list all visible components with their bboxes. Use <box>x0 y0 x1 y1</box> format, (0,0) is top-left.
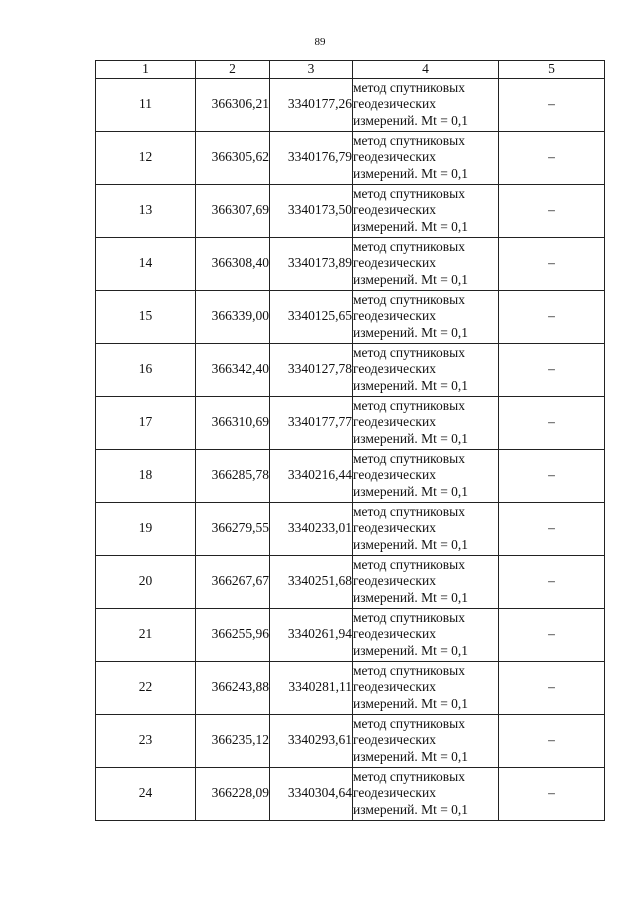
page-number: 89 <box>314 36 326 48</box>
table-row <box>96 449 605 502</box>
x-coordinate-cell: 366310,69 <box>196 396 270 449</box>
method-cell <box>353 661 499 714</box>
method-text-line: геодезических <box>353 467 436 483</box>
point-number-cell: 17 <box>96 396 196 449</box>
y-coordinate-cell: 3340173,89 <box>270 237 353 290</box>
point-number-cell: 18 <box>96 449 196 502</box>
column-header-3: 3 <box>270 61 353 79</box>
y-coordinate-cell: 3340293,61 <box>270 714 353 767</box>
method-text-line: метод спутниковых <box>353 185 465 201</box>
point-number-cell: 12 <box>96 131 196 184</box>
method-text-line: геодезических <box>353 679 436 695</box>
table-row <box>96 343 605 396</box>
table-row <box>96 661 605 714</box>
note-cell: – <box>499 343 605 396</box>
method-cell <box>353 396 499 449</box>
y-coordinate-cell: 3340304,64 <box>270 767 353 820</box>
note-cell: – <box>499 555 605 608</box>
y-coordinate-cell: 3340251,68 <box>270 555 353 608</box>
note-cell: – <box>499 184 605 237</box>
y-coordinate-cell: 3340125,65 <box>270 290 353 343</box>
x-coordinate-cell: 366279,55 <box>196 502 270 555</box>
table-header-row <box>96 61 605 79</box>
x-coordinate-cell: 366306,21 <box>196 78 270 131</box>
point-number-cell: 11 <box>96 78 196 131</box>
method-text-line: метод спутниковых <box>353 715 465 731</box>
x-coordinate-cell: 366235,12 <box>196 714 270 767</box>
method-cell <box>353 714 499 767</box>
point-number-cell: 24 <box>96 767 196 820</box>
method-text-line: геодезических <box>353 626 436 642</box>
method-cell <box>353 78 499 131</box>
table-row <box>96 767 605 820</box>
note-cell: – <box>499 767 605 820</box>
x-coordinate-cell: 366342,40 <box>196 343 270 396</box>
method-text-line: метод спутниковых <box>353 79 465 95</box>
method-text-line: метод спутниковых <box>353 344 465 360</box>
method-text-line: измерений. Mt = 0,1 <box>353 589 469 605</box>
table-row <box>96 396 605 449</box>
table-row <box>96 608 605 661</box>
method-text-line: измерений. Mt = 0,1 <box>353 112 469 128</box>
y-coordinate-cell: 3340216,44 <box>270 449 353 502</box>
note-cell: – <box>499 290 605 343</box>
method-cell <box>353 343 499 396</box>
method-text-line: измерений. Mt = 0,1 <box>353 430 469 446</box>
method-text-line: измерений. Mt = 0,1 <box>353 377 469 393</box>
method-text-line: метод спутниковых <box>353 132 465 148</box>
point-number-cell: 14 <box>96 237 196 290</box>
method-text-line: метод спутниковых <box>353 503 465 519</box>
table-row <box>96 237 605 290</box>
point-number-cell: 21 <box>96 608 196 661</box>
method-text-line: геодезических <box>353 520 436 536</box>
y-coordinate-cell: 3340173,50 <box>270 184 353 237</box>
note-cell: – <box>499 131 605 184</box>
method-text-line: измерений. Mt = 0,1 <box>353 165 469 181</box>
note-cell: – <box>499 78 605 131</box>
method-cell <box>353 131 499 184</box>
column-header-2: 2 <box>196 61 270 79</box>
y-coordinate-cell: 3340177,26 <box>270 78 353 131</box>
x-coordinate-cell: 366305,62 <box>196 131 270 184</box>
method-text-line: метод спутниковых <box>353 609 465 625</box>
point-number-cell: 23 <box>96 714 196 767</box>
column-header-4: 4 <box>353 61 499 79</box>
method-text-line: измерений. Mt = 0,1 <box>353 801 469 817</box>
table-body <box>96 78 605 820</box>
column-header-5: 5 <box>499 61 605 79</box>
y-coordinate-cell: 3340281,11 <box>270 661 353 714</box>
method-text-line: геодезических <box>353 573 436 589</box>
table-row <box>96 78 605 131</box>
method-cell <box>353 555 499 608</box>
method-cell <box>353 237 499 290</box>
method-text-line: измерений. Mt = 0,1 <box>353 483 469 499</box>
column-header-1: 1 <box>96 61 196 79</box>
point-number-cell: 16 <box>96 343 196 396</box>
method-cell <box>353 290 499 343</box>
note-cell: – <box>499 714 605 767</box>
note-cell: – <box>499 237 605 290</box>
method-text-line: геодезических <box>353 255 436 271</box>
y-coordinate-cell: 3340127,78 <box>270 343 353 396</box>
method-text-line: метод спутниковых <box>353 397 465 413</box>
note-cell: – <box>499 661 605 714</box>
method-text-line: геодезических <box>353 785 436 801</box>
method-text-line: измерений. Mt = 0,1 <box>353 642 469 658</box>
method-cell <box>353 502 499 555</box>
x-coordinate-cell: 366243,88 <box>196 661 270 714</box>
note-cell: – <box>499 608 605 661</box>
point-number-cell: 20 <box>96 555 196 608</box>
method-text-line: геодезических <box>353 414 436 430</box>
x-coordinate-cell: 366228,09 <box>196 767 270 820</box>
method-cell <box>353 184 499 237</box>
method-text-line: геодезических <box>353 202 436 218</box>
method-text-line: измерений. Mt = 0,1 <box>353 218 469 234</box>
point-number-cell: 15 <box>96 290 196 343</box>
method-text-line: измерений. Mt = 0,1 <box>353 324 469 340</box>
method-text-line: геодезических <box>353 96 436 112</box>
table-row <box>96 290 605 343</box>
method-text-line: метод спутниковых <box>353 768 465 784</box>
method-text-line: геодезических <box>353 732 436 748</box>
method-text-line: метод спутниковых <box>353 662 465 678</box>
table-row <box>96 555 605 608</box>
method-text-line: метод спутниковых <box>353 291 465 307</box>
x-coordinate-cell: 366308,40 <box>196 237 270 290</box>
x-coordinate-cell: 366267,67 <box>196 555 270 608</box>
point-number-cell: 19 <box>96 502 196 555</box>
method-text-line: метод спутниковых <box>353 238 465 254</box>
table-row <box>96 184 605 237</box>
method-text-line: метод спутниковых <box>353 450 465 466</box>
note-cell: – <box>499 449 605 502</box>
note-cell: – <box>499 502 605 555</box>
table-row <box>96 131 605 184</box>
method-text-line: геодезических <box>353 308 436 324</box>
point-number-cell: 22 <box>96 661 196 714</box>
x-coordinate-cell: 366339,00 <box>196 290 270 343</box>
method-text-line: измерений. Mt = 0,1 <box>353 695 469 711</box>
x-coordinate-cell: 366255,96 <box>196 608 270 661</box>
y-coordinate-cell: 3340233,01 <box>270 502 353 555</box>
method-text-line: геодезических <box>353 149 436 165</box>
method-text-line: измерений. Mt = 0,1 <box>353 536 469 552</box>
y-coordinate-cell: 3340177,77 <box>270 396 353 449</box>
x-coordinate-cell: 366307,69 <box>196 184 270 237</box>
method-text-line: измерений. Mt = 0,1 <box>353 271 469 287</box>
y-coordinate-cell: 3340176,79 <box>270 131 353 184</box>
method-cell <box>353 767 499 820</box>
method-text-line: измерений. Mt = 0,1 <box>353 748 469 764</box>
y-coordinate-cell: 3340261,94 <box>270 608 353 661</box>
table-row <box>96 714 605 767</box>
coordinates-table <box>95 60 605 821</box>
method-text-line: метод спутниковых <box>353 556 465 572</box>
method-cell <box>353 449 499 502</box>
method-cell <box>353 608 499 661</box>
note-cell: – <box>499 396 605 449</box>
method-text-line: геодезических <box>353 361 436 377</box>
x-coordinate-cell: 366285,78 <box>196 449 270 502</box>
point-number-cell: 13 <box>96 184 196 237</box>
table-row <box>96 502 605 555</box>
